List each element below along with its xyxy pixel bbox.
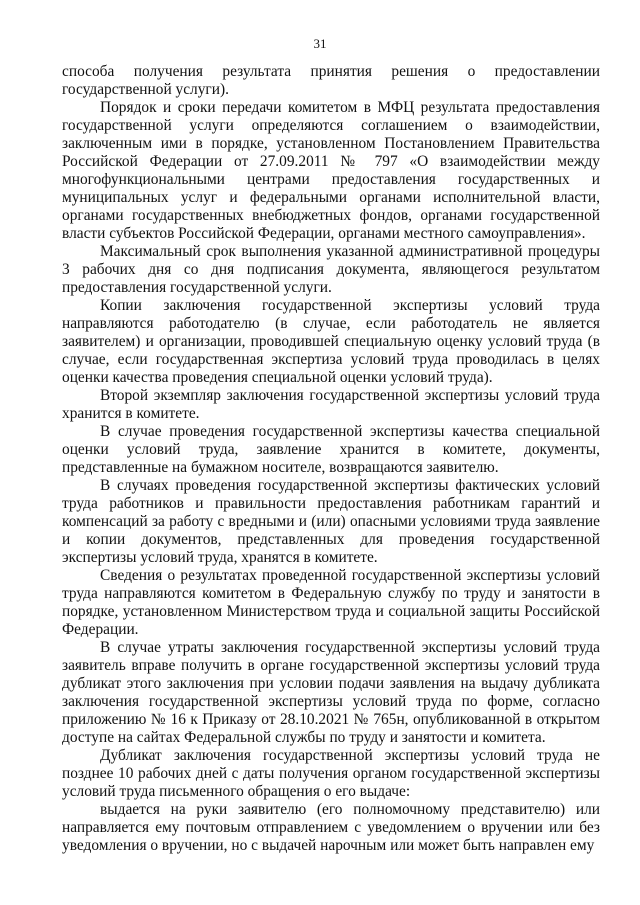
paragraph-loss-duplicate: В случае утраты заключения государственной экспертизы условий труда заявитель вправе получить в органе государственной экспертизы условий труда дубликат этого заключения при условии подачи заявления на выдачу дубликата заключения государственной экспертизы условий труда по форме, согласно приложению № 16 к Приказу от 28.10.2021 № 765н, опубликованной в открытом доступе на сайтах Федеральной службы по труду и занятости и комитета. <box>62 639 600 746</box>
paragraph-transfer-procedure: Порядок и сроки передачи комитетом в МФЦ результата предоставления государственной услуги определяются соглашением о взаимодействии, заключенным ими в порядке, установленном Постановлением Правительства Российской Федерации от 27.09.2011 № 797 «О взаимодействии между многофункциональными центрами предоставления государственных и муниципальных услуг и федеральными органами исполнительной власти, органами государственных внебюджетных фондов, органами государственной власти субъектов Российской Федерации, органами местного самоуправления». <box>62 99 600 242</box>
page-number: 31 <box>313 36 327 51</box>
paragraph-quality-assessment: В случае проведения государственной экспертизы качества специальной оценки условий труда, заявление хранится в комитете, документы, представленные на бумажном носителе, возвращаются заявителю. <box>62 423 600 476</box>
paragraph-copies-sent: Копии заключения государственной экспертизы условий труда направляются работодателю (в случае, если работодатель не является заявителем) и организации, проводившей специальную оценку условий труда (в случае, если государственная экспертиза условий труда проводилась в целях оценки качества проведения специальной оценки условий труда). <box>62 297 600 386</box>
paragraph-second-copy: Второй экземпляр заключения государственной экспертизы условий труда хранится в комитете. <box>62 387 600 422</box>
paragraph-results-information: Сведения о результатах проведенной государственной экспертизы условий труда направляются комитетом в Федеральную службу по труду и занятости в порядке, установленном Министерством труда и социальной защиты Российской Федерации. <box>62 567 600 638</box>
paragraph-continuation: способа получения результата принятия решения о предоставлении государственной услуги). <box>62 63 600 98</box>
paragraph-duplicate-delivery: выдается на руки заявителю (его полномочному представителю) или направляется ему почтовым отправлением с уведомлением о вручении или без уведомления о вручении, но с выдачей нарочным или может быть направлен ему <box>62 801 600 854</box>
paragraph-actual-conditions: В случаях проведения государственной экспертизы фактических условий труда работников и правильности предоставления работникам гарантий и компенсаций за работу с вредными и (или) опасными условиями труда заявление и копии документов, представленных для проведения государственной экспертизы условий труда, хранятся в комитете. <box>62 477 600 566</box>
paragraph-max-term: Максимальный срок выполнения указанной административной процедуры 3 рабочих дня со дня подписания документа, являющегося результатом предоставления государственной услуги. <box>62 243 600 296</box>
paragraph-duplicate-term: Дубликат заключения государственной экспертизы условий труда не позднее 10 рабочих дней с даты получения органом государственной экспертизы условий труда письменного обращения о его выдаче: <box>62 747 600 800</box>
document-body <box>62 63 600 855</box>
